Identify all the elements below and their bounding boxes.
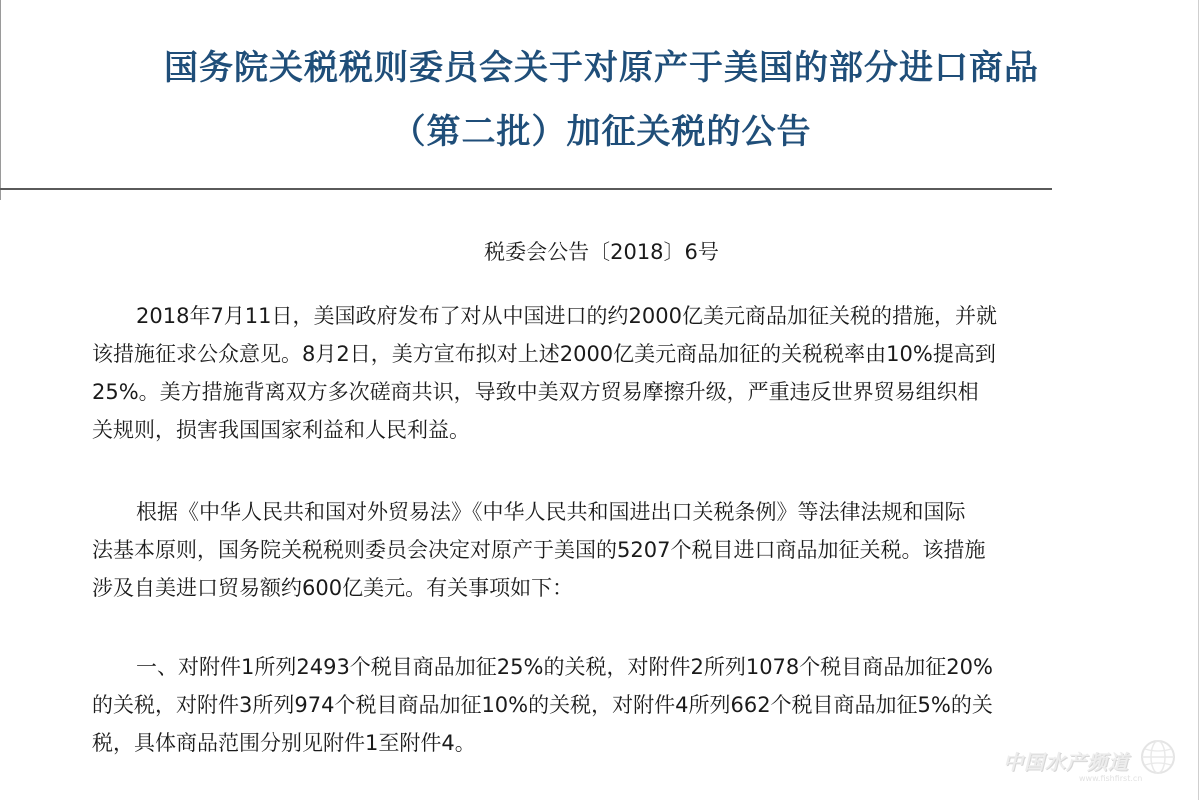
document-number: 税委会公告〔2018〕6号 [484, 240, 719, 264]
paragraph-line: 该措施征求公众意见。8月2日，美方宣布拟对上述2000亿美元商品加征的关税税率由10%提高到 [92, 342, 996, 366]
watermark-text: 中国水产频道 [1003, 750, 1129, 774]
paragraph-background [92, 297, 1122, 449]
paragraph-line: 涉及自美进口贸易额约600亿美元。有关事项如下： [92, 576, 574, 600]
paragraph-line: 2018年7月11日，美国政府发布了对从中国进口的约2000亿美元商品加征关税的措施，并就 [136, 304, 997, 328]
paragraph-line: 的关税，对附件3所列974个税目商品加征10%的关税，对附件4所列662个税目商品加征5%的关 [92, 693, 993, 717]
paragraph-line: 关规则，损害我国国家利益和人民利益。 [92, 418, 470, 442]
watermark [1003, 738, 1173, 794]
paragraph-line: 25%。美方措施背离双方多次磋商共识，导致中美双方贸易摩擦升级，严重违反世界贸易组织相 [92, 380, 979, 404]
globe-icon [1139, 738, 1177, 776]
watermark-url: www.fishfirst.cn [1079, 774, 1143, 783]
paragraph-line: 一、对附件1所列2493个税目商品加征25%的关税，对附件2所列1078个税目商品加征20% [136, 655, 993, 679]
document-title-line-2: （第二批）加征关税的公告 [391, 112, 812, 152]
paragraph-legal-basis [92, 493, 1122, 607]
header-divider [0, 188, 1052, 190]
paragraph-line: 根据《中华人民共和国对外贸易法》《中华人民共和国进出口关税条例》等法律法规和国际 [136, 500, 966, 524]
paragraph-line: 税，具体商品范围分别见附件1至附件4。 [92, 731, 476, 755]
document-title-line-1: 国务院关税税则委员会关于对原产于美国的部分进口商品 [164, 48, 1039, 88]
document-header [0, 0, 1203, 190]
paragraph-item-one [92, 648, 1122, 762]
paragraph-line: 法基本原则，国务院关税税则委员会决定对原产于美国的5207个税目进口商品加征关税。该措施 [92, 538, 986, 562]
